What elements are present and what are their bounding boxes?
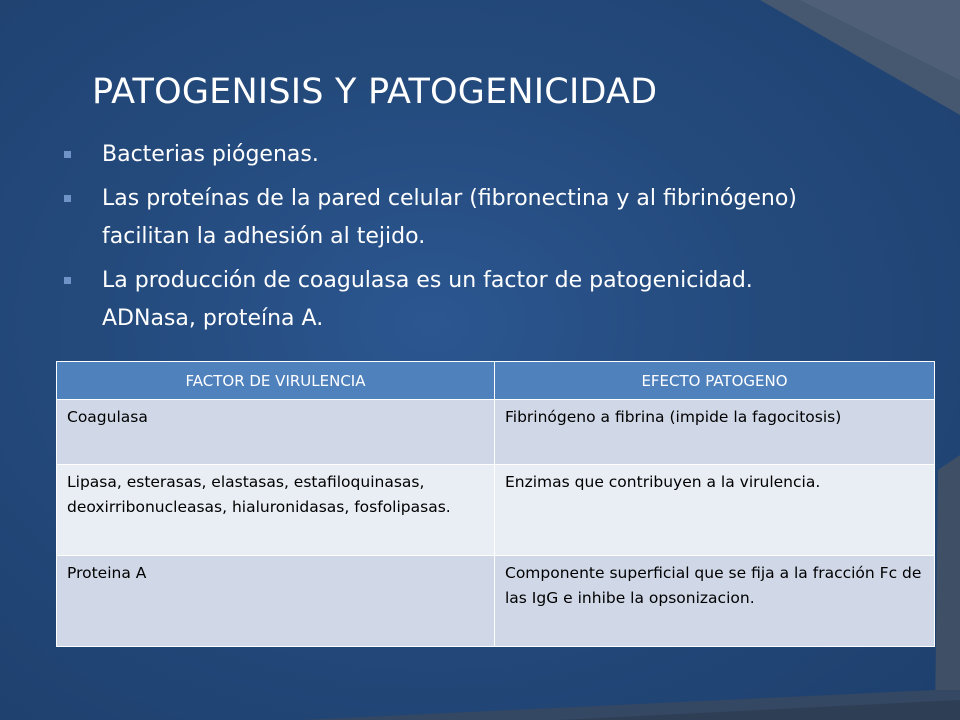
bullet-item <box>60 136 820 174</box>
table-cell-factor: Proteina A <box>57 556 495 647</box>
bullet-text: Las proteínas de la pared celular (fibronectina y al fibrinógeno) facilitan la adhesión al tejido. <box>102 186 797 249</box>
table-cell-efecto: Enzimas que contribuyen a la virulencia. <box>495 465 935 556</box>
virulence-table <box>56 361 935 647</box>
table-header-row <box>57 362 935 400</box>
square-bullet-icon <box>64 151 71 158</box>
bullet-list <box>60 136 820 344</box>
table-cell-factor: Coagulasa <box>57 400 495 465</box>
virulence-table-container <box>56 361 934 659</box>
bullet-text: La producción de coagulasa es un factor de patogenicidad. ADNasa, proteína A. <box>102 268 753 331</box>
bullet-text: Bacterias piógenas. <box>102 142 319 167</box>
right-edge-accent <box>935 455 960 720</box>
table-row <box>57 400 935 465</box>
bullet-item <box>60 180 820 256</box>
square-bullet-icon <box>64 277 71 284</box>
slide-title: PATOGENISIS Y PATOGENICIDAD <box>92 72 658 112</box>
column-header-efecto: EFECTO PATOGENO <box>495 362 935 400</box>
table-cell-efecto: Componente superficial que se fija a la fracción Fc de las IgG e inhibe la opsonizacion. <box>495 556 935 647</box>
table-cell-factor: Lipasa, esterasas, elastasas, estafiloquinasas, deoxirribonucleasas, hialuronidasas, fosfolipasas. <box>57 465 495 556</box>
table-row <box>57 556 935 647</box>
table-cell-efecto: Fibrinógeno a fibrina (impide la fagocitosis) <box>495 400 935 465</box>
bullet-item <box>60 262 820 338</box>
column-header-factor: FACTOR DE VIRULENCIA <box>57 362 495 400</box>
table-row <box>57 465 935 556</box>
square-bullet-icon <box>64 195 71 202</box>
